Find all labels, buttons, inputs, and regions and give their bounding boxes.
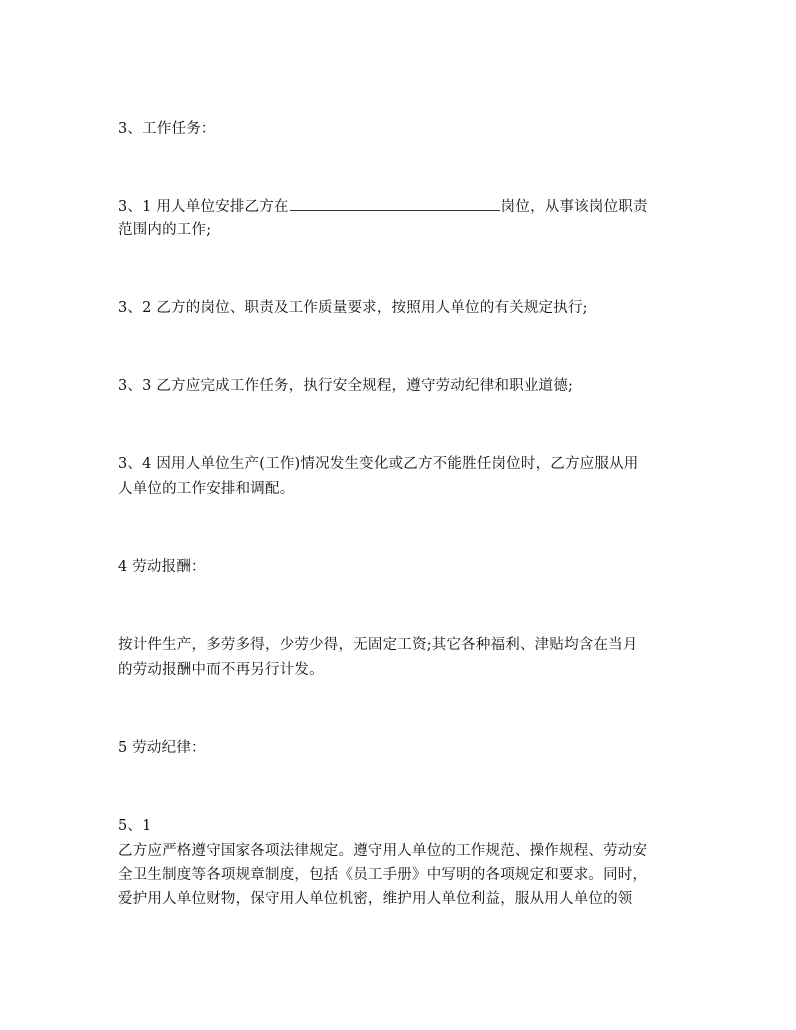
- section-4-text-line1: 按计件生产，多劳多得，少劳少得，无固定工资;其它各种福利、津贴均含在当月: [118, 637, 638, 653]
- section-4-text-line2: 的劳动报酬中而不再另行计发。: [118, 662, 324, 678]
- clause-3-4-line2: 人单位的工作安排和调配。: [118, 481, 295, 497]
- clause-5-1-number: 5、1: [118, 818, 152, 834]
- clause-3-1-line1: [118, 196, 648, 218]
- clause-3-1-suffix: 岗位，从事该岗位职责: [500, 199, 648, 215]
- clause-3-2: 3、2 乙方的岗位、职责及工作质量要求，按照用人单位的有关规定执行;: [118, 300, 588, 316]
- clause-5-1-line2: 全卫生制度等各项规章制度，包括《员工手册》中写明的各项规定和要求。同时，: [118, 867, 648, 883]
- section-5-heading: 5 劳动纪律：: [118, 740, 206, 756]
- section-3-heading: 3、工作任务：: [118, 121, 216, 137]
- clause-5-1-line3: 爱护用人单位财物，保守用人单位机密，维护用人单位利益，服从用人单位的领: [118, 891, 633, 907]
- clause-3-1-prefix: 3、1 用人单位安排乙方在: [118, 199, 289, 215]
- clause-3-4-line1: 3、4 因用人单位生产(工作)情况发生变化或乙方不能胜任岗位时，乙方应服从用: [118, 456, 639, 472]
- position-blank-field[interactable]: [290, 196, 500, 211]
- clause-5-1-line1: 乙方应严格遵守国家各项法律规定。遵守用人单位的工作规范、操作规程、劳动安: [118, 843, 648, 859]
- clause-3-3: 3、3 乙方应完成工作任务，执行安全规程，遵守劳动纪律和职业道德;: [118, 378, 574, 394]
- section-4-heading: 4 劳动报酬：: [118, 559, 206, 575]
- clause-3-1-line2: 范围内的工作;: [118, 222, 212, 238]
